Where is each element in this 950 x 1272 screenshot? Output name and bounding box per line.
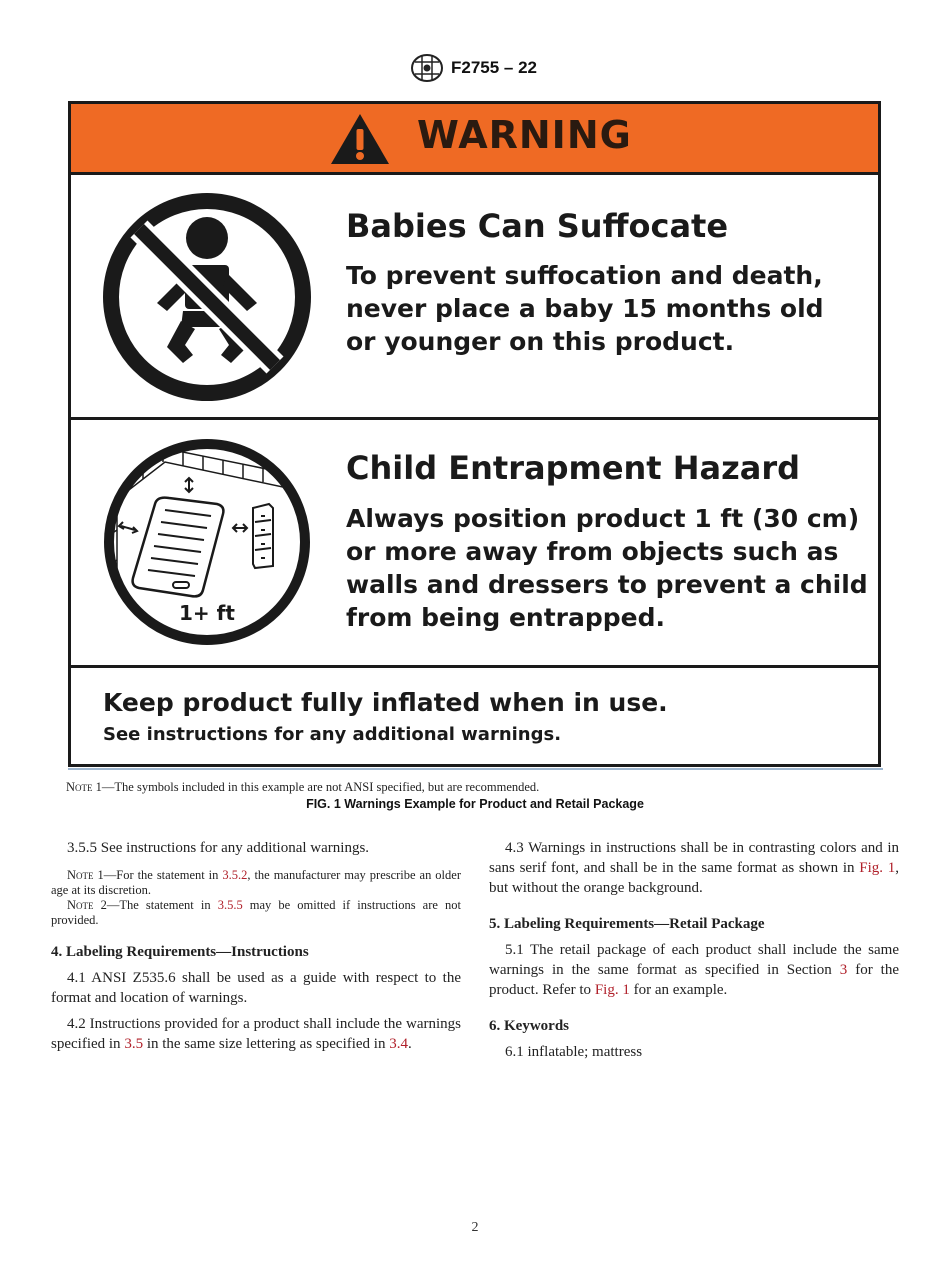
note-label: Note 2 <box>67 898 107 912</box>
paragraph-text: for an example. <box>629 982 728 998</box>
warning-triangle-icon <box>329 112 391 166</box>
section1-title: Babies Can Suffocate <box>346 207 729 245</box>
note-label: Note 1 <box>66 780 102 794</box>
warning-heading: WARNING <box>417 113 632 157</box>
section2-line: Always position product 1 ft (30 cm) <box>346 504 860 533</box>
paragraph-text: in the same size lettering as specified in <box>143 1036 390 1052</box>
section2-line: from being entrapped. <box>346 603 665 632</box>
paragraph-5-1 <box>489 940 899 1000</box>
paragraph-text: 5.1 The retail package of each product shall include the same warnings in the same format as specified in Section <box>489 942 899 978</box>
paragraph-text: 4.3 Warnings in instructions shall be in contrasting colors and in sans serif font, and shall be in the same format as shown in <box>489 840 899 876</box>
note-text: , the manufacturer may prescribe an older age at its discretion. <box>51 868 461 897</box>
left-column <box>51 838 461 1060</box>
clearance-label: 1+ ft <box>179 601 235 625</box>
note-text: —The statement in <box>106 898 218 912</box>
paragraph-3-5-5: 3.5.5 See instructions for any additional warnings. <box>67 840 370 856</box>
section1-body <box>346 259 824 358</box>
note-text: —The symbols included in this example are not ANSI specified, but are recommended. <box>101 780 540 794</box>
section2-body <box>346 502 868 634</box>
section1-line: never place a baby 15 months old <box>346 294 824 323</box>
ref-link[interactable]: 3.5 <box>124 1036 144 1052</box>
note-label: Note 1 <box>67 868 104 882</box>
right-column <box>489 838 899 1068</box>
figure-note <box>66 780 539 795</box>
ref-link[interactable]: 3.4 <box>389 1036 408 1052</box>
section-heading-5: 5. Labeling Requirements—Retail Package <box>489 916 765 932</box>
section2-line: walls and dressers to prevent a child <box>346 570 868 599</box>
section-divider <box>71 417 878 420</box>
label-underline <box>68 768 883 770</box>
ref-link[interactable]: 3 <box>839 962 848 978</box>
section3-title: Keep product fully inflated when in use. <box>103 688 668 717</box>
section-divider <box>71 665 878 668</box>
section3-subtitle: See instructions for any additional warnings. <box>103 724 562 745</box>
ref-link[interactable]: Fig. 1 <box>594 982 630 998</box>
paragraph-4-1: 4.1 ANSI Z535.6 shall be used as a guide with respect to the format and location of warnings. <box>51 970 461 1006</box>
warning-banner <box>71 104 878 175</box>
paragraph-4-3 <box>489 838 899 898</box>
section1-line: To prevent suffocation and death, <box>346 261 823 290</box>
warning-label <box>68 101 881 767</box>
section-heading-4: 4. Labeling Requirements—Instructions <box>51 944 309 960</box>
section2-line: or more away from objects such as <box>346 537 839 566</box>
paragraph-text: , but without the orange background. <box>489 860 899 896</box>
figure-caption: FIG. 1 Warnings Example for Product and Retail Package <box>306 797 644 811</box>
ref-link[interactable]: Fig. 1 <box>859 860 896 876</box>
section2-title: Child Entrapment Hazard <box>346 449 801 487</box>
note-text: —For the statement in <box>103 868 223 882</box>
page-number: 2 <box>471 1220 479 1235</box>
astm-logo-icon <box>410 53 444 83</box>
ref-link[interactable]: 3.5.2 <box>222 868 248 882</box>
paragraph-text: 4.2 Instructions provided for a product shall include the warnings specified in <box>51 1016 461 1052</box>
no-baby-prohibition-icon <box>101 191 313 403</box>
section1-line: or younger on this product. <box>346 327 735 356</box>
page-header <box>0 52 950 86</box>
paragraph-6-1: 6.1 inflatable; mattress <box>505 1044 643 1060</box>
document-id: F2755 – 22 <box>451 58 538 77</box>
note-2 <box>51 898 461 928</box>
section-heading-6: 6. Keywords <box>489 1018 569 1034</box>
ref-link[interactable]: 3.5.5 <box>217 898 243 912</box>
note-text: may be omitted if instructions are not provided. <box>51 898 461 927</box>
paragraph-text: for the product. Refer to <box>489 962 899 998</box>
note-1 <box>51 868 461 898</box>
paragraph-4-2 <box>51 1014 461 1054</box>
paragraph-text: . <box>407 1036 412 1052</box>
